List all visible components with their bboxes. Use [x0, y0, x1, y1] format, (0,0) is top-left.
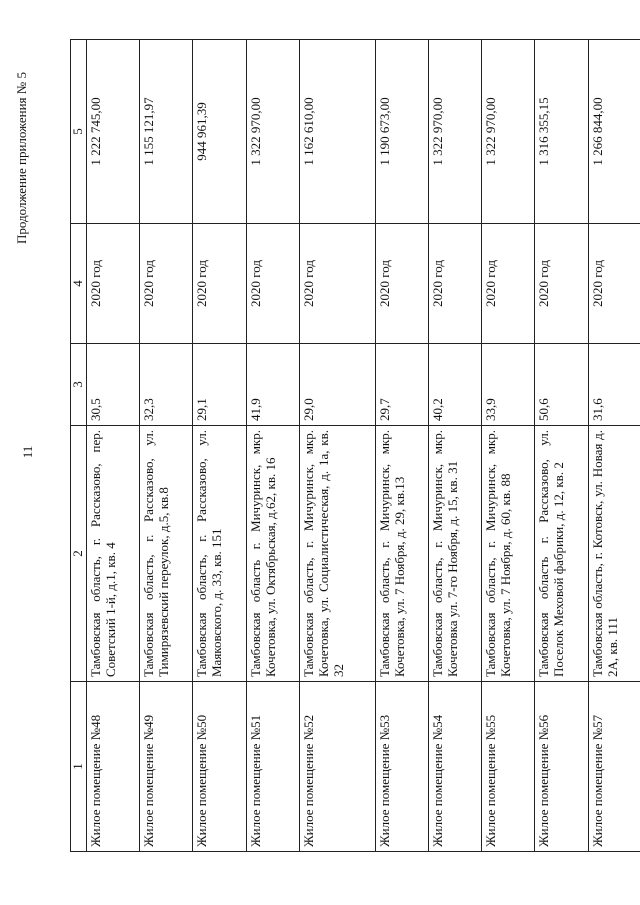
table-row [193, 40, 246, 852]
rotated-table-container [70, 40, 640, 852]
year-cell: 2020 год [429, 224, 482, 344]
area-cell: 29,1 [193, 344, 246, 426]
area-cell: 33,9 [482, 344, 535, 426]
page-number: 11 [20, 445, 35, 459]
address-cell: Тамбовская область, г. Мичуринск, мкр. Кочетовка, ул. 7 Ноября, д. 60, кв. 88 [482, 426, 535, 682]
table-row [535, 40, 588, 852]
rotated-table-wrapper [70, 40, 640, 852]
address-cell: Тамбовская область, г. Мичуринск, мкр. Кочетовка, ул. 7 Ноября, д. 29, кв.13 [375, 426, 428, 682]
column-number-row [71, 40, 87, 852]
year-cell: 2020 год [193, 224, 246, 344]
premises-name-cell: Жилое помещение №52 [299, 682, 375, 852]
premises-name-cell: Жилое помещение №51 [246, 682, 299, 852]
year-cell: 2020 год [535, 224, 588, 344]
amount-cell: 1 322 970,00 [429, 40, 482, 224]
amount-cell: 1 322 970,00 [482, 40, 535, 224]
amount-cell: 1 190 673,00 [375, 40, 428, 224]
premises-name-cell: Жилое помещение №54 [429, 682, 482, 852]
amount-cell: 1 266 844,00 [588, 40, 640, 224]
year-cell: 2020 год [482, 224, 535, 344]
area-cell: 31,6 [588, 344, 640, 426]
address-cell: Тамбовская область, г. Рассказово, ул. Маяковского, д. 33, кв. 151 [193, 426, 246, 682]
amount-cell: 1 222 745,00 [86, 40, 139, 224]
column-header: 5 [71, 40, 87, 224]
area-cell: 50,6 [535, 344, 588, 426]
address-cell: Тамбовская область, г. Котовск, ул. Новая д. 2А, кв. 111 [588, 426, 640, 682]
address-cell: Тамбовская область, г. Рассказово, ул. Тимирязевский переулок, д.5, кв.8 [140, 426, 193, 682]
premises-name-cell: Жилое помещение №56 [535, 682, 588, 852]
year-cell: 2020 год [299, 224, 375, 344]
table-row [375, 40, 428, 852]
column-header: 4 [71, 224, 87, 344]
premises-name-cell: Жилое помещение №49 [140, 682, 193, 852]
table-row [299, 40, 375, 852]
housing-table [70, 39, 640, 852]
area-cell: 40,2 [429, 344, 482, 426]
year-cell: 2020 год [140, 224, 193, 344]
address-cell: Тамбовская область, г. Мичуринск, мкр. Кочетовка, ул. Социалистическая, д. 1а, кв. 32 [299, 426, 375, 682]
premises-name-cell: Жилое помещение №57 [588, 682, 640, 852]
continuation-label: Продолжение приложения № 5 [14, 72, 29, 244]
table-row [429, 40, 482, 852]
column-header: 3 [71, 344, 87, 426]
table-row [482, 40, 535, 852]
amount-cell: 1 316 355,15 [535, 40, 588, 224]
year-cell: 2020 год [375, 224, 428, 344]
column-header: 1 [71, 682, 87, 852]
amount-cell: 1 322 970,00 [246, 40, 299, 224]
year-cell: 2020 год [246, 224, 299, 344]
address-cell: Тамбовская область г. Мичуринск, мкр. Кочетовка, ул. Октябрьская, д.62, кв. 16 [246, 426, 299, 682]
year-cell: 2020 год [588, 224, 640, 344]
amount-cell: 944 961,39 [193, 40, 246, 224]
premises-name-cell: Жилое помещение №53 [375, 682, 428, 852]
table-row [140, 40, 193, 852]
column-header: 2 [71, 426, 87, 682]
table-row [86, 40, 139, 852]
year-cell: 2020 год [86, 224, 139, 344]
area-cell: 41,9 [246, 344, 299, 426]
table-row [246, 40, 299, 852]
amount-cell: 1 162 610,00 [299, 40, 375, 224]
area-cell: 29,0 [299, 344, 375, 426]
address-cell: Тамбовская область г. Рассказово, ул. Поселок Меховой фабрики, д. 12, кв. 2 [535, 426, 588, 682]
area-cell: 30,5 [86, 344, 139, 426]
area-cell: 32,3 [140, 344, 193, 426]
premises-name-cell: Жилое помещение №55 [482, 682, 535, 852]
premises-name-cell: Жилое помещение №50 [193, 682, 246, 852]
address-cell: Тамбовская область, г. Рассказово, пер. Советский 1-й, д.1, кв. 4 [86, 426, 139, 682]
premises-name-cell: Жилое помещение №48 [86, 682, 139, 852]
table-row [588, 40, 640, 852]
amount-cell: 1 155 121,97 [140, 40, 193, 224]
area-cell: 29,7 [375, 344, 428, 426]
address-cell: Тамбовская область, г. Мичуринск, мкр. Кочетовка ул. 7-го Ноября, д. 15, кв. 31 [429, 426, 482, 682]
